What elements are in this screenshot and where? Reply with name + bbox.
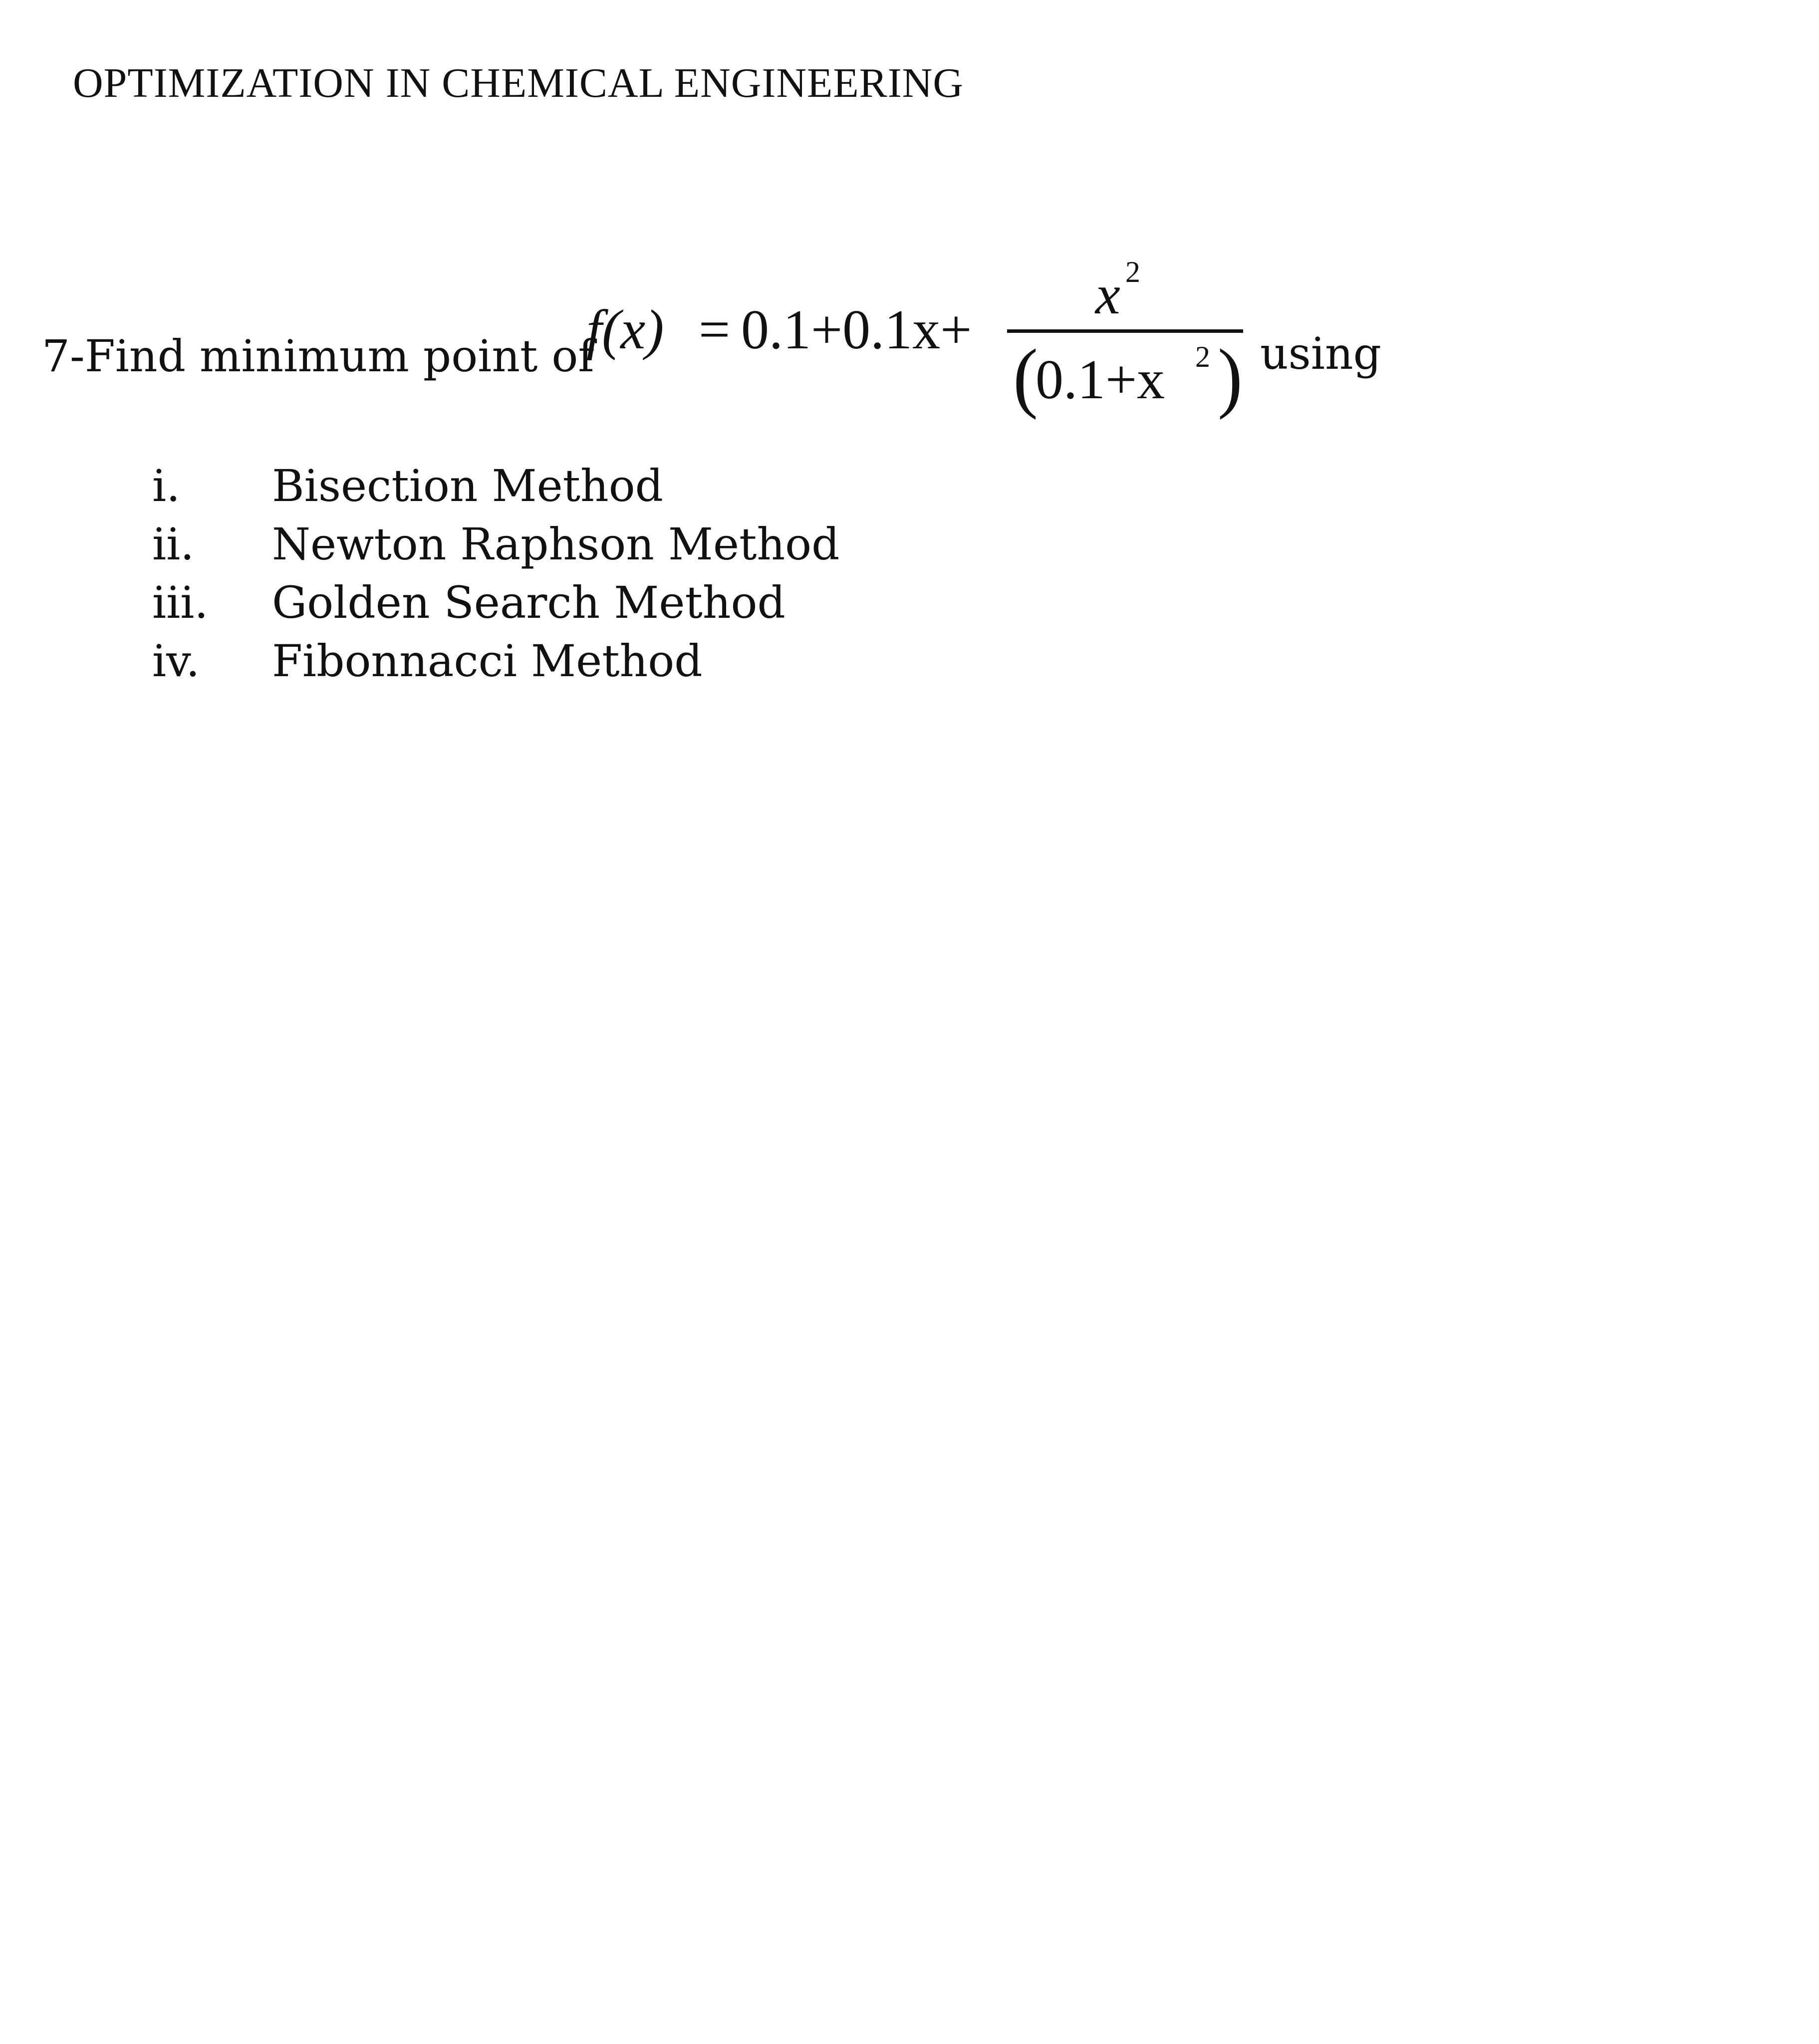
denominator-exponent: 2	[1195, 340, 1210, 373]
list-item-number: i.	[152, 460, 181, 511]
list-item-label: Newton Raphson Method	[272, 518, 840, 570]
equation-equals: =	[699, 299, 731, 361]
list-item-number: iii.	[152, 577, 209, 628]
denominator-body: 0.1+x	[1036, 349, 1165, 411]
list-item-number: ii.	[152, 518, 195, 570]
document-title: OPTIMIZATION IN CHEMICAL ENGINEERING	[73, 60, 964, 106]
question-suffix: using	[1260, 328, 1381, 379]
fraction-bar	[1007, 329, 1243, 333]
numerator-base: x	[1095, 264, 1120, 326]
list-item-number: iv.	[152, 635, 200, 687]
denominator-close-paren: )	[1218, 333, 1243, 421]
equation-lhs: f(x)	[586, 299, 664, 361]
numerator-exponent: 2	[1125, 256, 1140, 288]
list-item-label: Bisection Method	[272, 460, 664, 511]
equation-terms: 0.1+0.1x+	[741, 299, 972, 361]
function-equation	[586, 245, 1245, 444]
denominator-open-paren: (	[1013, 333, 1038, 421]
list-item-label: Fibonnacci Method	[272, 635, 703, 687]
list-item-label: Golden Search Method	[272, 577, 785, 628]
question-prefix: 7-Find minimum point of	[42, 330, 594, 382]
